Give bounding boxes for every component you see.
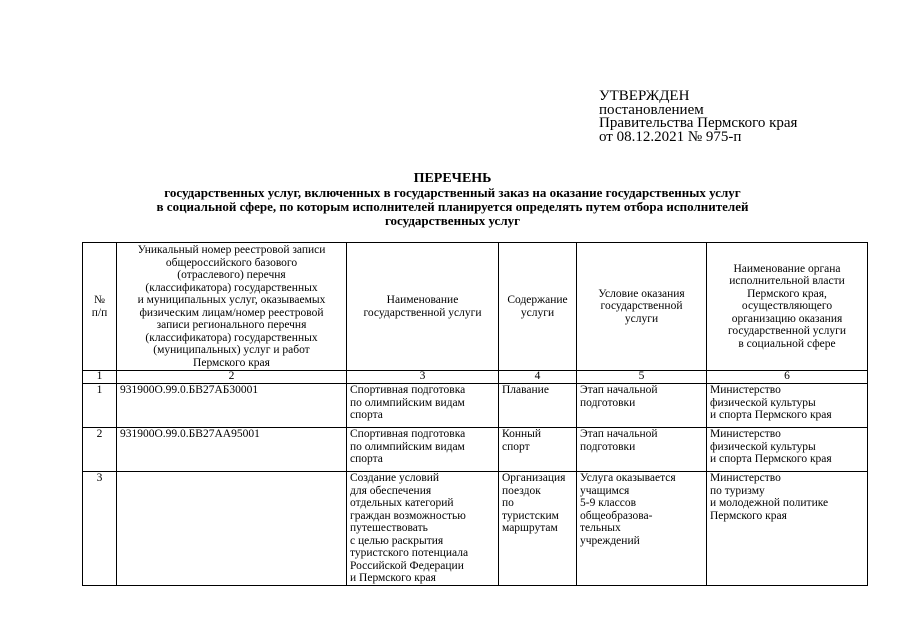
service-condition: Этап начальной подготовки [577, 428, 707, 472]
column-header: Условие оказания государственной услуги [577, 243, 707, 371]
authority-name: Министерство физической культуры и спорта Пермского края [707, 384, 868, 428]
authority-name: Министерство физической культуры и спорта Пермского края [707, 428, 868, 472]
column-number: 3 [347, 371, 499, 384]
column-number: 4 [499, 371, 577, 384]
table-header-row [83, 243, 868, 371]
table-row [83, 384, 868, 428]
approval-line-1: УТВЕРЖДЕН [599, 88, 690, 104]
subtitle-line: государственных услуг, включенных в государственный заказ на оказание государственных услуг [164, 185, 741, 200]
approval-stamp [599, 90, 797, 144]
document-title: ПЕРЕЧЕНЬ [413, 171, 492, 186]
approval-line-4: от 08.12.2021 № 975-п [599, 128, 742, 145]
row-number: 1 [83, 384, 117, 428]
document-subtitle [0, 186, 905, 228]
approval-line-2: постановлением [599, 101, 704, 118]
registry-code: 931900О.99.0.БВ27АБ30001 [117, 384, 347, 428]
row-number: 2 [83, 428, 117, 472]
table-row [83, 472, 868, 586]
column-header: № п/п [83, 243, 117, 371]
row-number: 3 [83, 472, 117, 586]
service-name: Спортивная подготовка по олимпийским видам спорта [347, 428, 499, 472]
column-number: 6 [707, 371, 868, 384]
service-content: Плавание [499, 384, 577, 428]
service-condition: Услуга оказывается учащимся 5-9 классов общеобразова- тельных учреждений [577, 472, 707, 586]
services-table [82, 242, 868, 586]
column-header: Уникальный номер реестровой записи общероссийского базового (отраслевого) перечня (классификатора) государственных и муниципальных услуг, оказываемых физическим лицам/номер реестровой записи регионального перечня (классификатора) государственных (муниципальных) услуг и работ Пермского края [117, 243, 347, 371]
column-header: Содержание услуги [499, 243, 577, 371]
approval-line-3: Правительства Пермского края [599, 115, 798, 131]
column-header: Наименование органа исполнительной власти Пермского края, осуществляющего организацию оказания государственной услуги в социальной сфере [707, 243, 868, 371]
service-name: Спортивная подготовка по олимпийским видам спорта [347, 384, 499, 428]
service-name: Создание условий для обеспечения отдельных категорий граждан возможностью путешествовать с целью раскрытия туристского потенциала Российской Федерации и Пермского края [347, 472, 499, 586]
subtitle-line: в социальной сфере, по которым исполнителей планируется определять путем отбора исполнителей [156, 199, 749, 214]
table-row [83, 428, 868, 472]
column-number: 5 [577, 371, 707, 384]
service-content: Конный спорт [499, 428, 577, 472]
registry-code [117, 472, 347, 586]
subtitle-line: государственных услуг [384, 213, 521, 228]
registry-code: 931900О.99.0.БВ27АА95001 [117, 428, 347, 472]
column-header: Наименование государственной услуги [347, 243, 499, 371]
authority-name: Министерство по туризму и молодежной политике Пермского края [707, 472, 868, 586]
service-condition: Этап начальной подготовки [577, 384, 707, 428]
column-number-row [83, 371, 868, 384]
service-content: Организация поездок по туристским маршрутам [499, 472, 577, 586]
column-number: 1 [83, 371, 117, 384]
column-number: 2 [117, 371, 347, 384]
